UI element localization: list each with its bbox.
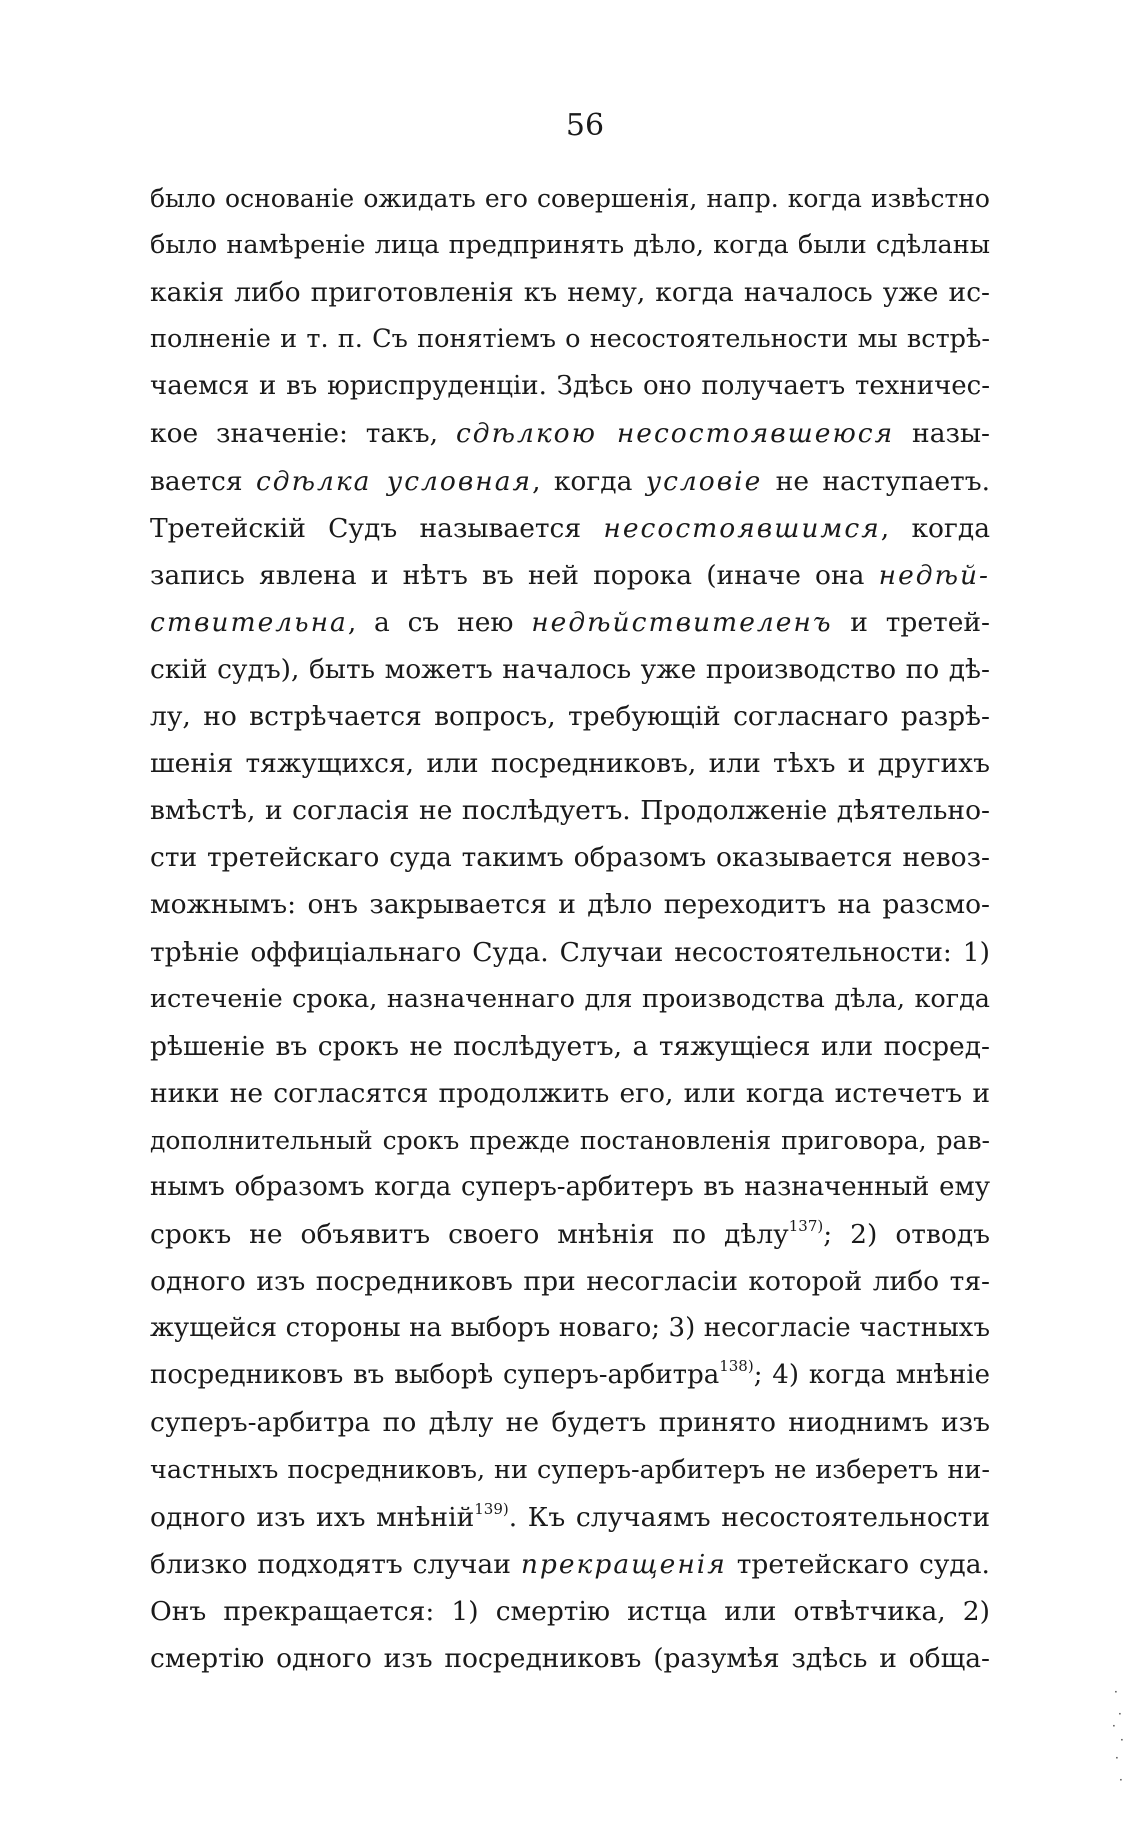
text-line <box>150 1258 990 1305</box>
text-line <box>150 1588 990 1635</box>
text-run: истеченіе срока, назначеннаго для производства дѣла, когда <box>150 983 990 1014</box>
text-line <box>150 599 990 646</box>
emphasized-term: несостоявшимся <box>603 512 881 544</box>
text-line <box>150 1447 990 1494</box>
text-line <box>150 1494 990 1541</box>
text-run: вается <box>150 465 256 497</box>
text-line <box>150 693 990 740</box>
text-line <box>150 505 990 552</box>
text-line <box>150 410 990 457</box>
emphasized-term: сдѣлкою несостоявшеюся <box>455 418 895 450</box>
footnote-reference: 137) <box>788 1217 824 1236</box>
text-run: жущейся стороны на выборъ новаго; 3) несогласіе частныхъ <box>150 1313 990 1344</box>
text-run: , а съ нею <box>347 606 532 638</box>
text-run: ; 2) отводъ <box>823 1219 991 1251</box>
text-run: какія либо приготовленія къ нему, когда началось уже ис- <box>150 277 990 309</box>
text-run: , когда <box>880 512 990 544</box>
text-run: ники не согласятся продолжить его, или когда истечетъ и <box>150 1077 990 1109</box>
text-line <box>150 552 990 599</box>
text-run: дополнительный срокъ прежде постановленія приговора, рав- <box>150 1125 990 1155</box>
text-line <box>150 363 990 410</box>
text-line <box>150 1399 990 1446</box>
text-line <box>150 222 990 269</box>
text-run: и третей- <box>832 606 990 638</box>
emphasized-term: условіе <box>645 465 763 497</box>
text-line <box>150 1635 990 1682</box>
text-run: суперъ-арбитра по дѣлу не будетъ принято ниоднимъ изъ <box>150 1407 990 1439</box>
text-run: было намѣреніе лица предпринять дѣло, когда были сдѣланы <box>150 230 990 261</box>
footnote-reference: 138) <box>719 1357 754 1376</box>
text-run: смертію одного изъ посредниковъ (разумѣя здѣсь и обща- <box>150 1642 990 1674</box>
text-run: не наступаетъ. <box>762 465 991 497</box>
text-line <box>150 740 990 787</box>
text-line <box>150 1117 990 1164</box>
text-run: было основаніе ожидать его совершенія, напр. когда извѣстно <box>150 184 990 213</box>
text-run: лу, но встрѣчается вопросъ, требующій согласнаго разрѣ- <box>150 701 990 733</box>
emphasized-term: недѣй- <box>878 559 990 591</box>
text-run: вмѣстѣ, и согласія не послѣдуетъ. Продолженіе дѣятельно- <box>150 795 990 827</box>
text-run: одного изъ посредниковъ при несогласіи которой либо тя- <box>150 1266 990 1298</box>
text-line <box>150 1070 990 1117</box>
text-run: близко подходятъ случаи <box>150 1548 521 1580</box>
text-run: . Къ случаямъ несостоятельности <box>508 1501 990 1533</box>
text-line <box>150 929 990 976</box>
text-line <box>150 976 990 1023</box>
text-run: шенія тяжущихся, или посредниковъ, или тѣхъ и другихъ <box>150 748 990 780</box>
text-run: скій судъ), быть можетъ началось уже производство по дѣ- <box>150 653 990 685</box>
text-run: назы- <box>894 418 990 450</box>
text-run: чаемся и въ юриспруденціи. Здѣсь оно получаетъ техничес- <box>150 371 990 402</box>
text-line <box>150 1023 990 1070</box>
text-line <box>150 1305 990 1352</box>
text-run: запись явлена и нѣтъ въ ней порока (иначе она <box>150 559 879 591</box>
text-run: одного изъ ихъ мнѣній <box>150 1501 475 1533</box>
text-run: третейскаго суда. <box>726 1548 990 1580</box>
text-run: частныхъ посредниковъ, ни суперъ-арбитеръ не изберетъ ни- <box>150 1454 990 1485</box>
text-run: срокъ не объявитъ своего мнѣнія по дѣлу <box>150 1219 789 1251</box>
margin-specks: · · · · · · <box>1112 1685 1124 1787</box>
text-line <box>150 1211 990 1258</box>
text-line <box>150 269 990 316</box>
text-run: трѣніе оффиціальнаго Суда. Случаи несостоятельности: 1) <box>150 936 990 968</box>
text-run: посредниковъ въ выборѣ суперъ-арбитра <box>150 1360 720 1391</box>
text-run: рѣшеніе въ срокъ не послѣдуетъ, а тяжущіеся или посред- <box>150 1030 990 1062</box>
emphasized-term: сдѣлка условная <box>255 465 533 497</box>
text-run: ; 4) когда мнѣніе <box>753 1360 990 1391</box>
text-line <box>150 1541 990 1588</box>
text-run: полненіе и т. п. Съ понятіемъ о несостоятельности мы встрѣ- <box>150 324 990 355</box>
text-run: кое значеніе: такъ, <box>150 418 456 450</box>
text-line <box>150 787 990 834</box>
text-line <box>150 646 990 693</box>
text-run: , когда <box>532 465 646 497</box>
text-line <box>150 316 990 363</box>
text-line <box>150 175 990 222</box>
text-run: нымъ образомъ когда суперъ-арбитеръ въ назначенный ему <box>150 1171 990 1202</box>
emphasized-term: ствительна <box>150 606 348 638</box>
text-line <box>150 881 990 928</box>
text-line <box>150 458 990 505</box>
text-run: Онъ прекращается: 1) смертію истца или отвѣтчика, 2) <box>150 1595 990 1627</box>
text-line <box>150 834 990 881</box>
page-number: 56 <box>565 108 605 143</box>
emphasized-term: недѣйствителенъ <box>531 606 833 638</box>
text-line <box>150 1164 990 1211</box>
body-text <box>150 175 990 1682</box>
text-line <box>150 1352 990 1399</box>
emphasized-term: прекращенія <box>520 1548 727 1580</box>
text-run: Третейскій Судъ называется <box>150 512 604 544</box>
footnote-reference: 139) <box>474 1499 509 1518</box>
text-run: сти третейскаго суда такимъ образомъ оказывается невоз- <box>150 842 990 874</box>
text-run: можнымъ: онъ закрывается и дѣло переходитъ на разсмо- <box>150 889 990 921</box>
